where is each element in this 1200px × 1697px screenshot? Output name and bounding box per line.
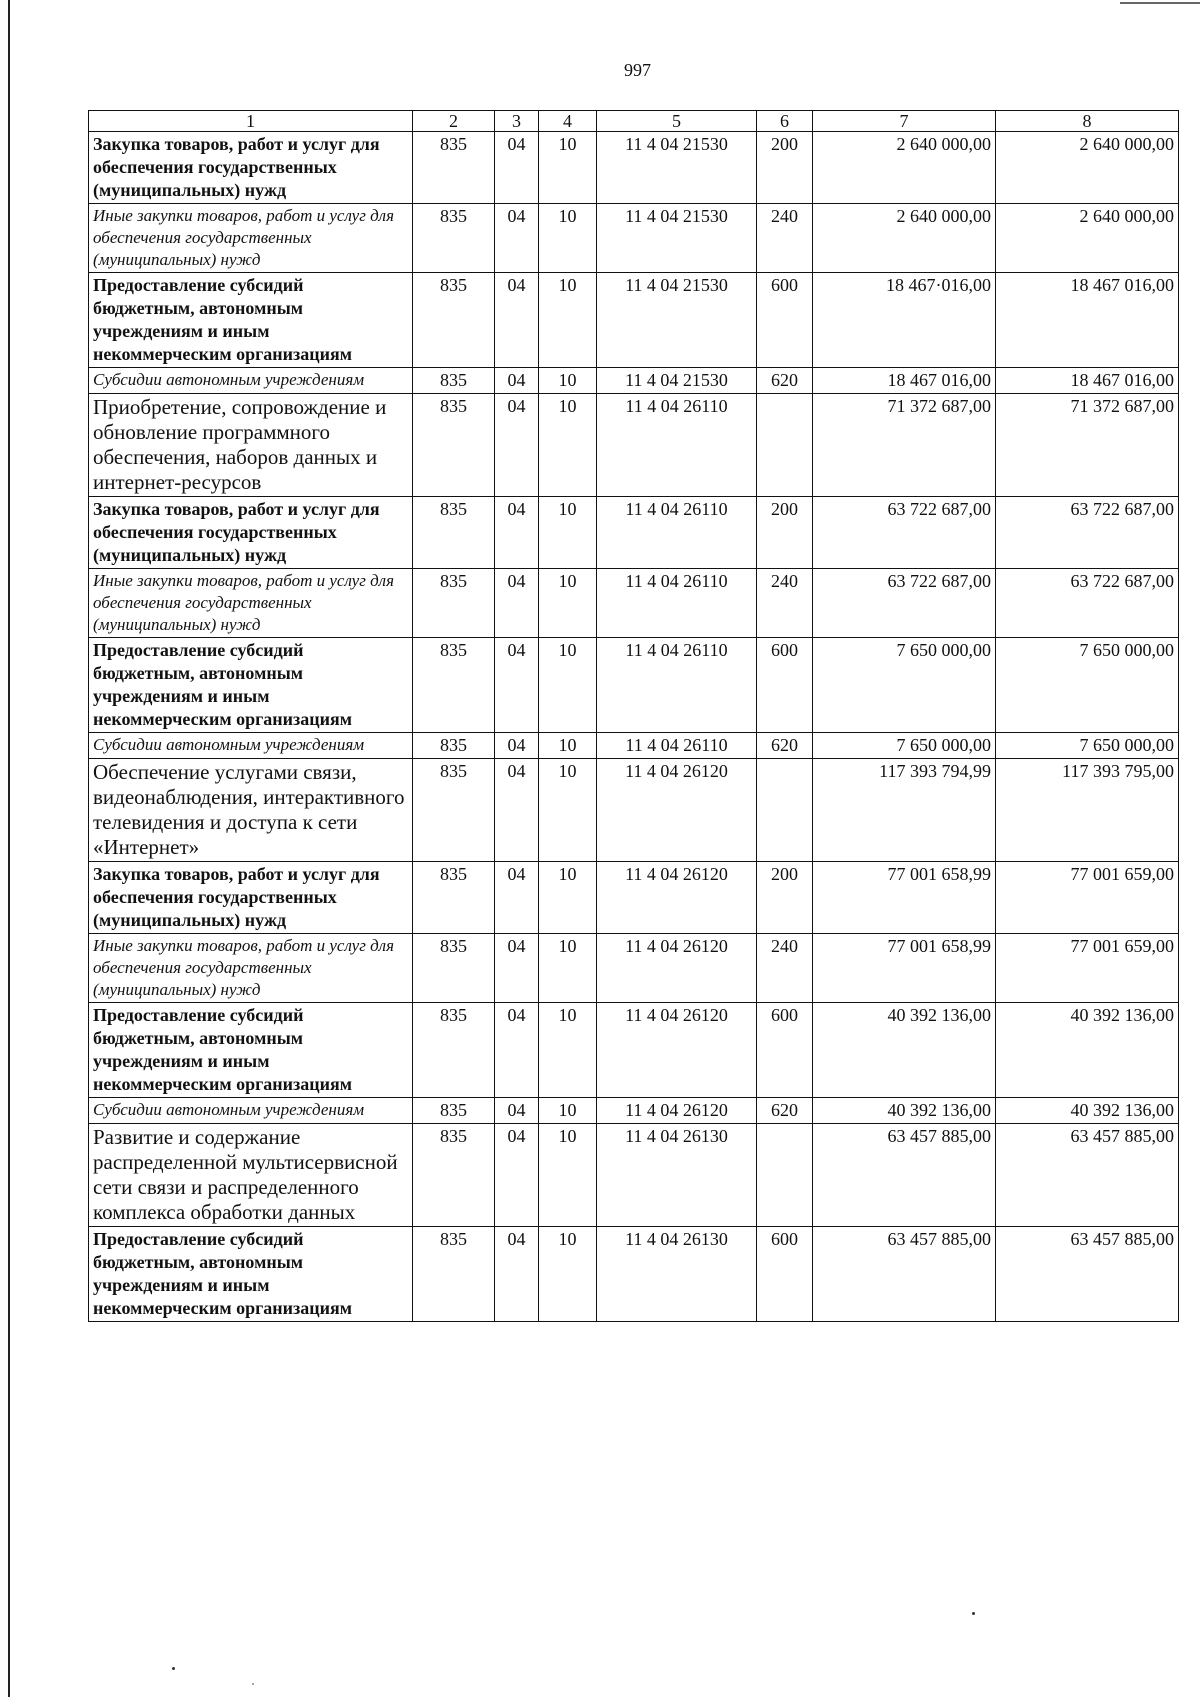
table-row bbox=[89, 394, 1179, 497]
row-amount-7: 18 467·016,00 bbox=[813, 273, 996, 368]
row-code-2: 835 bbox=[413, 934, 495, 1003]
row-code-4: 10 bbox=[539, 759, 597, 862]
row-amount-8: 77 001 659,00 bbox=[996, 934, 1179, 1003]
table-body bbox=[89, 132, 1179, 1322]
row-amount-8: 63 722 687,00 bbox=[996, 497, 1179, 569]
budget-table bbox=[88, 110, 1179, 1322]
row-code-3: 04 bbox=[495, 132, 539, 204]
row-name: Закупка товаров, работ и услуг для обеспечения государственных (муниципальных) нужд bbox=[89, 497, 413, 569]
row-amount-7: 77 001 658,99 bbox=[813, 934, 996, 1003]
row-code-3: 04 bbox=[495, 394, 539, 497]
row-code-4: 10 bbox=[539, 368, 597, 394]
page-number: 997 bbox=[624, 60, 651, 80]
table-row bbox=[89, 1227, 1179, 1322]
row-code-3: 04 bbox=[495, 273, 539, 368]
row-code-3: 04 bbox=[495, 1098, 539, 1124]
row-amount-7: 77 001 658,99 bbox=[813, 862, 996, 934]
row-amount-7: 71 372 687,00 bbox=[813, 394, 996, 497]
row-amount-8: 18 467 016,00 bbox=[996, 273, 1179, 368]
column-header: 6 bbox=[757, 111, 813, 132]
row-code-2: 835 bbox=[413, 368, 495, 394]
row-code-6: 600 bbox=[757, 638, 813, 733]
row-code-4: 10 bbox=[539, 497, 597, 569]
row-code-6: 240 bbox=[757, 204, 813, 273]
row-code-6: 620 bbox=[757, 1098, 813, 1124]
column-header: 7 bbox=[813, 111, 996, 132]
row-name: Субсидии автономным учреждениям bbox=[89, 1098, 413, 1124]
row-amount-7: 63 457 885,00 bbox=[813, 1124, 996, 1227]
row-code-2: 835 bbox=[413, 759, 495, 862]
row-name: Предоставление субсидий бюджетным, автономным учреждениям и иным некоммерческим организациям bbox=[89, 638, 413, 733]
row-amount-8: 63 722 687,00 bbox=[996, 569, 1179, 638]
row-code-2: 835 bbox=[413, 497, 495, 569]
row-code-3: 04 bbox=[495, 759, 539, 862]
row-code-2: 835 bbox=[413, 1098, 495, 1124]
row-code-5: 11 4 04 26110 bbox=[597, 497, 757, 569]
row-code-3: 04 bbox=[495, 638, 539, 733]
scan-speck bbox=[172, 1667, 175, 1670]
row-name: Предоставление субсидий бюджетным, автономным учреждениям и иным некоммерческим организациям bbox=[89, 1003, 413, 1098]
table-row bbox=[89, 132, 1179, 204]
row-amount-8: 40 392 136,00 bbox=[996, 1003, 1179, 1098]
row-name: Обеспечение услугами связи, видеонаблюдения, интерактивного телевидения и доступа к сети «Интернет» bbox=[89, 759, 413, 862]
row-name: Закупка товаров, работ и услуг для обеспечения государственных (муниципальных) нужд bbox=[89, 132, 413, 204]
scan-top-mark bbox=[1120, 2, 1200, 4]
row-name: Предоставление субсидий бюджетным, автономным учреждениям и иным некоммерческим организациям bbox=[89, 273, 413, 368]
table-row bbox=[89, 1098, 1179, 1124]
row-amount-8: 7 650 000,00 bbox=[996, 733, 1179, 759]
row-amount-8: 71 372 687,00 bbox=[996, 394, 1179, 497]
row-code-3: 04 bbox=[495, 569, 539, 638]
row-name: Иные закупки товаров, работ и услуг для обеспечения государственных (муниципальных) нужд bbox=[89, 569, 413, 638]
row-amount-7: 18 467 016,00 bbox=[813, 368, 996, 394]
row-code-6: 620 bbox=[757, 368, 813, 394]
row-code-3: 04 bbox=[495, 934, 539, 1003]
row-amount-7: 117 393 794,99 bbox=[813, 759, 996, 862]
row-code-3: 04 bbox=[495, 862, 539, 934]
row-code-2: 835 bbox=[413, 273, 495, 368]
row-name: Приобретение, сопровождение и обновление программного обеспечения, наборов данных и интернет-ресурсов bbox=[89, 394, 413, 497]
row-code-6: 620 bbox=[757, 733, 813, 759]
row-code-4: 10 bbox=[539, 273, 597, 368]
row-code-3: 04 bbox=[495, 1124, 539, 1227]
row-code-5: 11 4 04 26110 bbox=[597, 733, 757, 759]
column-header: 2 bbox=[413, 111, 495, 132]
row-code-4: 10 bbox=[539, 1003, 597, 1098]
column-header: 1 bbox=[89, 111, 413, 132]
table-row bbox=[89, 497, 1179, 569]
row-amount-8: 77 001 659,00 bbox=[996, 862, 1179, 934]
table-row bbox=[89, 569, 1179, 638]
row-amount-7: 2 640 000,00 bbox=[813, 132, 996, 204]
scan-speck bbox=[252, 1683, 254, 1685]
row-code-5: 11 4 04 26130 bbox=[597, 1124, 757, 1227]
row-code-2: 835 bbox=[413, 1124, 495, 1227]
row-code-5: 11 4 04 26130 bbox=[597, 1227, 757, 1322]
row-amount-7: 40 392 136,00 bbox=[813, 1003, 996, 1098]
row-code-6 bbox=[757, 759, 813, 862]
table-row bbox=[89, 934, 1179, 1003]
row-code-4: 10 bbox=[539, 1124, 597, 1227]
row-name: Закупка товаров, работ и услуг для обеспечения государственных (муниципальных) нужд bbox=[89, 862, 413, 934]
row-code-5: 11 4 04 21530 bbox=[597, 204, 757, 273]
row-code-5: 11 4 04 26120 bbox=[597, 759, 757, 862]
row-code-6: 200 bbox=[757, 862, 813, 934]
row-code-5: 11 4 04 26120 bbox=[597, 862, 757, 934]
row-amount-7: 40 392 136,00 bbox=[813, 1098, 996, 1124]
row-code-5: 11 4 04 21530 bbox=[597, 132, 757, 204]
row-code-6 bbox=[757, 394, 813, 497]
row-amount-8: 63 457 885,00 bbox=[996, 1227, 1179, 1322]
row-code-5: 11 4 04 21530 bbox=[597, 273, 757, 368]
table-row bbox=[89, 733, 1179, 759]
row-amount-8: 18 467 016,00 bbox=[996, 368, 1179, 394]
row-code-4: 10 bbox=[539, 204, 597, 273]
row-amount-7: 2 640 000,00 bbox=[813, 204, 996, 273]
table-row bbox=[89, 204, 1179, 273]
row-amount-7: 63 722 687,00 bbox=[813, 497, 996, 569]
row-amount-7: 63 722 687,00 bbox=[813, 569, 996, 638]
row-name: Развитие и содержание распределенной мультисервисной сети связи и распределенного комплекса обработки данных bbox=[89, 1124, 413, 1227]
row-code-2: 835 bbox=[413, 394, 495, 497]
row-code-3: 04 bbox=[495, 1003, 539, 1098]
row-code-4: 10 bbox=[539, 638, 597, 733]
row-amount-8: 7 650 000,00 bbox=[996, 638, 1179, 733]
table-header-row bbox=[89, 111, 1179, 132]
table-row bbox=[89, 1124, 1179, 1227]
column-header: 5 bbox=[597, 111, 757, 132]
table-row bbox=[89, 1003, 1179, 1098]
row-code-6: 600 bbox=[757, 1003, 813, 1098]
column-header: 3 bbox=[495, 111, 539, 132]
row-code-4: 10 bbox=[539, 862, 597, 934]
column-header: 8 bbox=[996, 111, 1179, 132]
row-code-4: 10 bbox=[539, 934, 597, 1003]
row-code-5: 11 4 04 26120 bbox=[597, 1003, 757, 1098]
row-code-6: 200 bbox=[757, 497, 813, 569]
row-code-4: 10 bbox=[539, 569, 597, 638]
row-name: Предоставление субсидий бюджетным, автономным учреждениям и иным некоммерческим организациям bbox=[89, 1227, 413, 1322]
row-code-2: 835 bbox=[413, 569, 495, 638]
row-code-5: 11 4 04 26110 bbox=[597, 569, 757, 638]
scan-speck bbox=[972, 1612, 975, 1615]
row-code-2: 835 bbox=[413, 1003, 495, 1098]
row-name: Субсидии автономным учреждениям bbox=[89, 368, 413, 394]
row-amount-8: 2 640 000,00 bbox=[996, 204, 1179, 273]
row-code-4: 10 bbox=[539, 733, 597, 759]
column-header: 4 bbox=[539, 111, 597, 132]
table-row bbox=[89, 273, 1179, 368]
row-code-2: 835 bbox=[413, 1227, 495, 1322]
row-code-4: 10 bbox=[539, 394, 597, 497]
row-code-4: 10 bbox=[539, 1098, 597, 1124]
row-code-6: 240 bbox=[757, 569, 813, 638]
table-row bbox=[89, 759, 1179, 862]
row-code-2: 835 bbox=[413, 204, 495, 273]
row-code-6: 600 bbox=[757, 273, 813, 368]
scan-margin-line bbox=[8, 0, 10, 1697]
row-code-5: 11 4 04 21530 bbox=[597, 368, 757, 394]
row-code-2: 835 bbox=[413, 862, 495, 934]
row-code-2: 835 bbox=[413, 638, 495, 733]
row-amount-8: 117 393 795,00 bbox=[996, 759, 1179, 862]
row-amount-7: 63 457 885,00 bbox=[813, 1227, 996, 1322]
row-amount-8: 2 640 000,00 bbox=[996, 132, 1179, 204]
row-name: Иные закупки товаров, работ и услуг для обеспечения государственных (муниципальных) нужд bbox=[89, 934, 413, 1003]
row-code-4: 10 bbox=[539, 132, 597, 204]
row-code-5: 11 4 04 26120 bbox=[597, 1098, 757, 1124]
row-amount-7: 7 650 000,00 bbox=[813, 638, 996, 733]
row-code-3: 04 bbox=[495, 1227, 539, 1322]
table-row bbox=[89, 368, 1179, 394]
row-amount-8: 40 392 136,00 bbox=[996, 1098, 1179, 1124]
row-code-3: 04 bbox=[495, 733, 539, 759]
row-code-6: 600 bbox=[757, 1227, 813, 1322]
row-amount-7: 7 650 000,00 bbox=[813, 733, 996, 759]
table-row bbox=[89, 862, 1179, 934]
row-code-2: 835 bbox=[413, 733, 495, 759]
row-code-5: 11 4 04 26110 bbox=[597, 394, 757, 497]
row-code-5: 11 4 04 26110 bbox=[597, 638, 757, 733]
row-code-6 bbox=[757, 1124, 813, 1227]
row-code-6: 240 bbox=[757, 934, 813, 1003]
row-code-4: 10 bbox=[539, 1227, 597, 1322]
row-name: Субсидии автономным учреждениям bbox=[89, 733, 413, 759]
row-code-3: 04 bbox=[495, 497, 539, 569]
row-name: Иные закупки товаров, работ и услуг для обеспечения государственных (муниципальных) нужд bbox=[89, 204, 413, 273]
row-amount-8: 63 457 885,00 bbox=[996, 1124, 1179, 1227]
table-row bbox=[89, 638, 1179, 733]
row-code-5: 11 4 04 26120 bbox=[597, 934, 757, 1003]
row-code-6: 200 bbox=[757, 132, 813, 204]
row-code-3: 04 bbox=[495, 204, 539, 273]
row-code-2: 835 bbox=[413, 132, 495, 204]
row-code-3: 04 bbox=[495, 368, 539, 394]
